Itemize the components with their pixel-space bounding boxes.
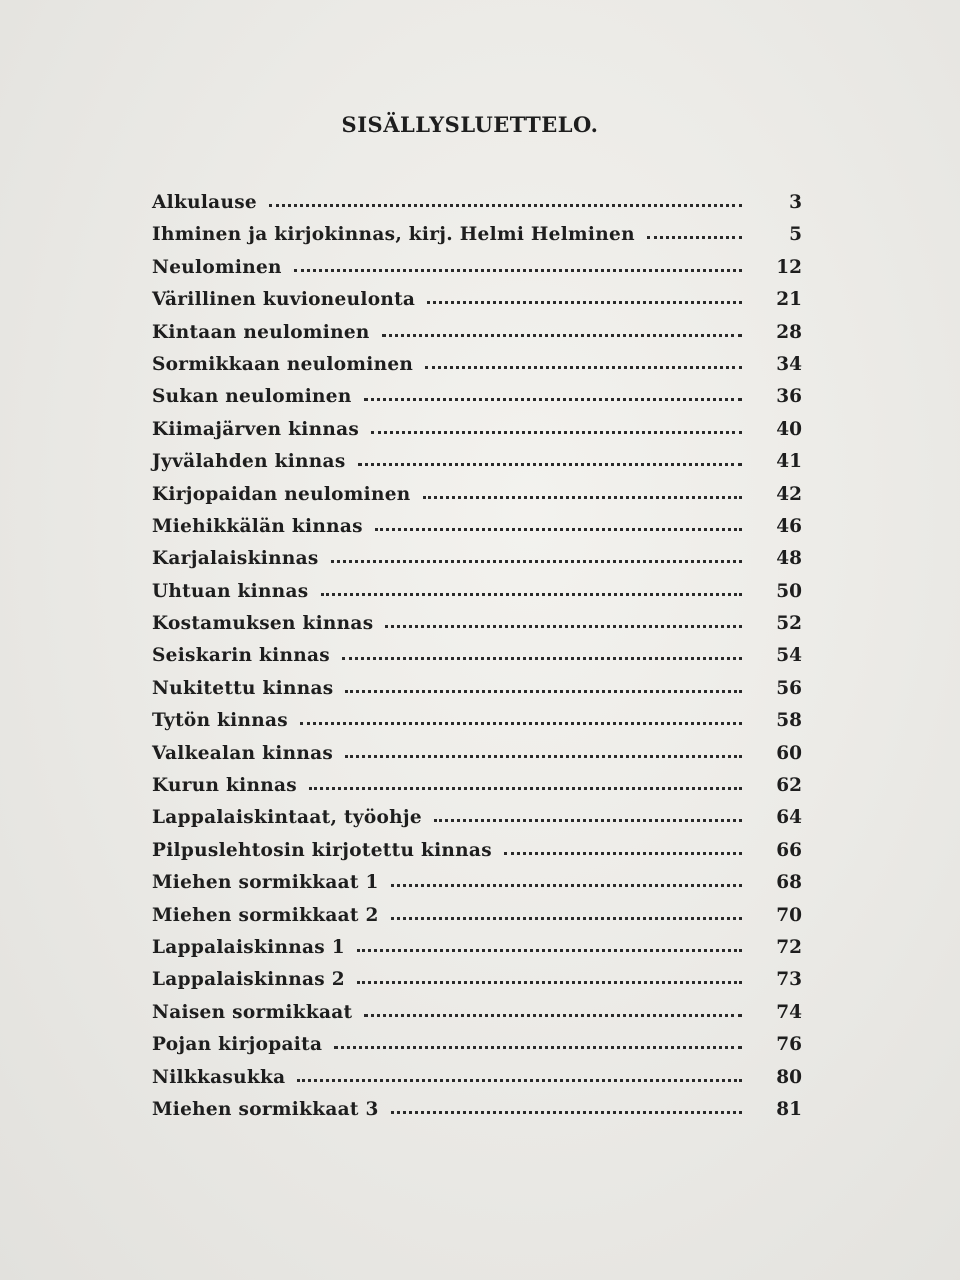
toc-entry-page: 81 bbox=[776, 1098, 802, 1120]
toc-entry-page: 62 bbox=[776, 775, 802, 797]
toc-entry bbox=[152, 743, 802, 775]
toc-entry-page: 50 bbox=[776, 580, 802, 602]
toc-entry-page: 54 bbox=[776, 645, 802, 667]
toc-entry-title: Pojan kirjopaita bbox=[152, 1034, 323, 1056]
toc-entry-page: 48 bbox=[776, 548, 802, 570]
toc-entry bbox=[152, 969, 802, 1001]
dot-leader bbox=[385, 621, 742, 628]
toc-entry bbox=[152, 1002, 802, 1034]
toc-entry-title: Sukan neulominen bbox=[152, 386, 352, 408]
toc-entry-title: Kiimajärven kinnas bbox=[152, 418, 360, 440]
toc-entry bbox=[152, 807, 802, 839]
toc-entry bbox=[152, 775, 802, 807]
toc-entry-title: Tytön kinnas bbox=[152, 710, 289, 732]
dot-leader bbox=[357, 977, 742, 984]
toc-entry-page: 3 bbox=[789, 192, 802, 213]
page-title: SISÄLLYSLUETTELO. bbox=[341, 112, 599, 137]
toc-entry-page: 34 bbox=[776, 353, 802, 375]
toc-entry-page: 58 bbox=[776, 710, 802, 732]
toc-entry-title: Kirjopaidan neulominen bbox=[152, 483, 411, 505]
toc-entry bbox=[152, 224, 802, 256]
toc-entry-page: 60 bbox=[776, 742, 802, 764]
dot-leader bbox=[391, 880, 742, 887]
toc-entry bbox=[152, 710, 802, 742]
toc-entry bbox=[152, 386, 802, 418]
toc-entry-page: 68 bbox=[776, 872, 802, 894]
dot-leader bbox=[391, 1107, 742, 1114]
dot-leader bbox=[371, 427, 742, 434]
toc-entry-title: Uhtuan kinnas bbox=[152, 580, 309, 602]
toc-entry-title: Nukitettu kinnas bbox=[152, 677, 334, 699]
toc-entry-page: 76 bbox=[776, 1034, 802, 1056]
toc-entry bbox=[152, 1099, 802, 1131]
toc-entry bbox=[152, 548, 802, 580]
toc-entry-title: Kurun kinnas bbox=[152, 775, 297, 797]
toc-entry bbox=[152, 613, 802, 645]
toc-entry-title: Miehen sormikkaat 1 bbox=[152, 872, 379, 894]
toc-entry-page: 28 bbox=[776, 321, 802, 343]
toc-entry-title: Kintaan neulominen bbox=[152, 321, 370, 343]
toc-entry-page: 36 bbox=[776, 386, 802, 408]
toc-entry-page: 12 bbox=[776, 256, 802, 278]
toc-entry-title: Naisen sormikkaat bbox=[152, 1001, 353, 1023]
toc-entry-page: 42 bbox=[776, 483, 802, 505]
toc-entry-title: Värillinen kuvioneulonta bbox=[152, 289, 416, 311]
dot-leader bbox=[309, 783, 742, 790]
dot-leader bbox=[423, 492, 742, 499]
toc-entry bbox=[152, 257, 802, 289]
toc-entry-page: 73 bbox=[776, 969, 802, 991]
toc-entry bbox=[152, 905, 802, 937]
toc-entry bbox=[152, 937, 802, 969]
toc-entry bbox=[152, 484, 802, 516]
toc-entry-title: Lappalaiskinnas 2 bbox=[152, 969, 345, 991]
toc-entry bbox=[152, 840, 802, 872]
dot-leader bbox=[334, 1042, 742, 1049]
toc-entry-title: Pilpuslehtosin kirjotettu kinnas bbox=[152, 839, 492, 861]
dot-leader bbox=[364, 1010, 742, 1017]
toc-entry bbox=[152, 354, 802, 386]
toc-entry bbox=[152, 1067, 802, 1099]
dot-leader bbox=[425, 362, 742, 369]
toc-entry bbox=[152, 322, 802, 354]
toc-entry bbox=[152, 872, 802, 904]
dot-leader bbox=[358, 459, 742, 466]
toc-entry bbox=[152, 451, 802, 483]
toc-entry-page: 56 bbox=[776, 677, 802, 699]
dot-leader bbox=[375, 524, 742, 531]
toc-entry-title: Lappalaiskinnas 1 bbox=[152, 936, 345, 958]
toc-entry bbox=[152, 192, 802, 224]
dot-leader bbox=[269, 200, 742, 207]
toc-entry-page: 70 bbox=[776, 904, 802, 926]
toc-entry bbox=[152, 1034, 802, 1066]
toc-entry bbox=[152, 419, 802, 451]
toc-entry-page: 40 bbox=[776, 418, 802, 440]
dot-leader bbox=[357, 945, 742, 952]
toc-entry-title: Karjalaiskinnas bbox=[152, 548, 319, 570]
toc-entry-title: Sormikkaan neulominen bbox=[152, 353, 414, 375]
dot-leader bbox=[434, 815, 742, 822]
toc-entry bbox=[152, 289, 802, 321]
dot-leader bbox=[342, 653, 742, 660]
toc-entry bbox=[152, 516, 802, 548]
toc-entry-title: Lappalaiskintaat, työohje bbox=[152, 807, 422, 829]
toc-entry-title: Miehen sormikkaat 2 bbox=[152, 904, 379, 926]
dot-leader bbox=[294, 265, 742, 272]
toc-entry-title: Seiskarin kinnas bbox=[152, 645, 330, 667]
toc-entry-title: Nilkkasukka bbox=[152, 1066, 286, 1088]
toc-entry-page: 21 bbox=[776, 289, 802, 311]
toc-entry-page: 66 bbox=[776, 839, 802, 861]
dot-leader bbox=[364, 394, 742, 401]
dot-leader bbox=[321, 589, 742, 596]
dot-leader bbox=[391, 913, 742, 920]
dot-leader bbox=[647, 232, 742, 239]
toc-entry-page: 5 bbox=[789, 224, 802, 246]
toc-entry bbox=[152, 645, 802, 677]
dot-leader bbox=[382, 330, 742, 337]
toc-entry-title: Alkulause bbox=[152, 192, 258, 213]
toc-entry bbox=[152, 678, 802, 710]
dot-leader bbox=[345, 751, 742, 758]
toc-entry-title: Valkealan kinnas bbox=[152, 742, 334, 764]
toc-entry-page: 80 bbox=[776, 1066, 802, 1088]
dot-leader bbox=[331, 556, 742, 563]
toc-entry-page: 41 bbox=[776, 451, 802, 473]
toc-entry-title: Miehen sormikkaat 3 bbox=[152, 1098, 379, 1120]
dot-leader bbox=[297, 1075, 742, 1082]
toc-entry-title: Neulominen bbox=[152, 256, 282, 278]
toc-entry-title: Kostamuksen kinnas bbox=[152, 613, 374, 635]
toc-entry bbox=[152, 581, 802, 613]
toc-entry-page: 72 bbox=[776, 936, 802, 958]
dot-leader bbox=[427, 297, 742, 304]
table-of-contents bbox=[152, 192, 802, 1131]
toc-entry-page: 64 bbox=[776, 807, 802, 829]
toc-entry-page: 52 bbox=[776, 613, 802, 635]
toc-entry-title: Ihminen ja kirjokinnas, kirj. Helmi Helminen bbox=[152, 224, 635, 246]
toc-entry-page: 74 bbox=[776, 1001, 802, 1023]
dot-leader bbox=[504, 848, 742, 855]
toc-entry-title: Miehikkälän kinnas bbox=[152, 515, 363, 537]
dot-leader bbox=[345, 686, 742, 693]
toc-entry-page: 46 bbox=[776, 515, 802, 537]
dot-leader bbox=[300, 718, 742, 725]
toc-entry-title: Jyvälahden kinnas bbox=[152, 451, 346, 473]
